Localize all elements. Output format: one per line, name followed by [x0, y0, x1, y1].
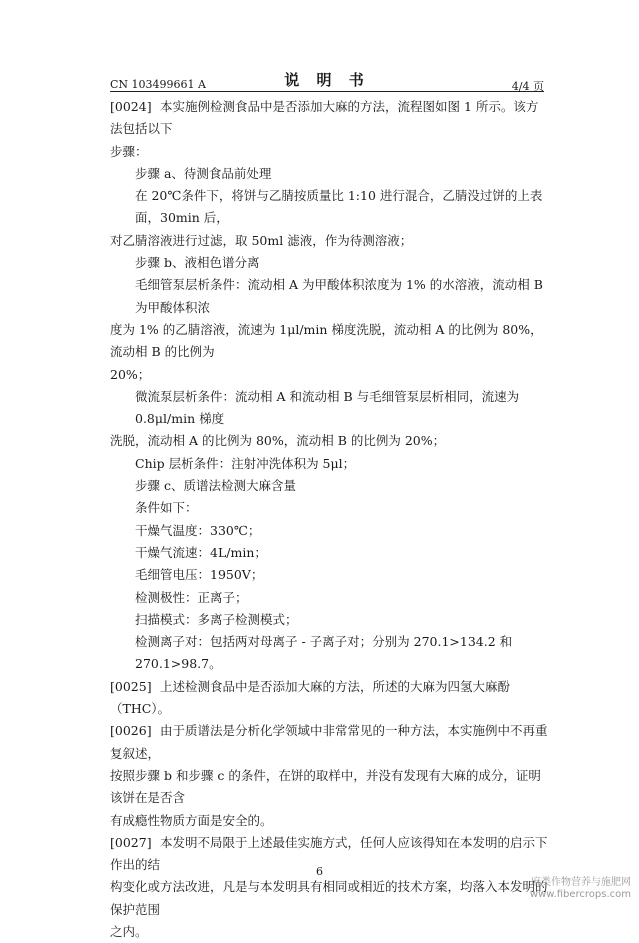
- paragraph-line: [110, 720, 550, 765]
- paragraph-line: [110, 676, 550, 721]
- line-text: 扫描模式：多离子检测模式；: [135, 611, 298, 627]
- paragraph-line: [110, 810, 550, 832]
- paragraph-line: [110, 319, 550, 364]
- paragraph-line: [110, 364, 550, 386]
- line-text: 对乙腈溶液进行过滤，取 50ml 滤液，作为待测溶液；: [110, 232, 413, 248]
- line-text: 按照步骤 b 和步骤 c 的条件，在饼的取样中，并没有发现有大麻的成分，证明该饼在是否含: [110, 767, 541, 806]
- paragraph-line: [110, 564, 550, 586]
- document-body: [110, 96, 550, 943]
- line-text: 有成瘾性物质方面是安全的。: [110, 812, 273, 828]
- line-text: 检测离子对：包括两对母离子 - 子离子对；分别为 270.1>134.2 和 270.1>98.7。: [135, 634, 513, 672]
- line-text: 干燥气温度：330℃；: [135, 522, 261, 538]
- line-text: 洗脱，流动相 A 的比例为 80%，流动相 B 的比例为 20%；: [110, 433, 446, 449]
- paragraph-line: [110, 230, 550, 252]
- paragraph-line: [110, 274, 550, 319]
- paragraph-line: [110, 96, 550, 141]
- paragraph-line: [110, 921, 550, 943]
- paragraph-line: [110, 475, 550, 497]
- paragraph-line: [110, 163, 550, 185]
- paragraph-number: [0025]: [110, 678, 152, 694]
- paragraph-line: [110, 430, 550, 452]
- paragraph-line: [110, 141, 550, 163]
- line-text: 条件如下：: [135, 500, 198, 516]
- line-text: 20%；: [110, 366, 151, 382]
- line-text: 本实施例检测食品中是否添加大麻的方法，流程图如图 1 所示。该方法包括以下: [110, 99, 539, 137]
- paragraph-line: [110, 765, 550, 810]
- line-text: 毛细管泵层析条件：流动相 A 为甲酸体积浓度为 1% 的水溶液，流动相 B 为甲酸体积浓: [135, 277, 543, 315]
- line-text: 步骤：: [110, 143, 148, 159]
- paragraph-line: [110, 876, 550, 921]
- line-text: Chip 层析条件：注射冲洗体积为 5μl；: [135, 455, 356, 471]
- paragraph-line: [110, 542, 550, 564]
- line-text: 在 20℃条件下，将饼与乙腈按质量比 1:10 进行混合，乙腈没过饼的上表面，30min 后，: [135, 188, 543, 226]
- page-indicator: 4/4 页: [511, 80, 544, 93]
- line-text: 步骤 b、液相色谱分离: [135, 255, 260, 271]
- paragraph-line: [110, 520, 550, 542]
- line-text: 检测极性：正离子；: [135, 589, 248, 605]
- paragraph-line: [110, 631, 550, 676]
- paragraph-line: [110, 497, 550, 519]
- paragraph-line: [110, 386, 550, 431]
- paragraph-line: [110, 609, 550, 631]
- watermark-line-2: www.fibercrops.com: [529, 889, 631, 900]
- paragraph-line: [110, 453, 550, 475]
- line-text: 干燥气流速：4L/min；: [135, 544, 267, 560]
- line-text: 度为 1% 的乙腈溶液，流速为 1μl/min 梯度洗脱，流动相 A 的比例为 80%，流动相 B 的比例为: [110, 321, 543, 360]
- page-header: [110, 64, 544, 93]
- line-text: 步骤 a、待测食品前处理: [135, 165, 272, 181]
- line-text: 毛细管电压：1950V；: [135, 567, 264, 583]
- paragraph-number: [0027]: [110, 834, 152, 850]
- page-number: 6: [316, 865, 323, 878]
- paragraph-number: [0024]: [110, 99, 152, 114]
- line-text: 上述检测食品中是否添加大麻的方法，所述的大麻为四氢大麻酚（THC）。: [110, 678, 511, 717]
- line-text: 由于质谱法是分析化学领域中非常常见的一种方法，本实施例中不再重复叙述，: [110, 723, 548, 761]
- header-rule: [110, 91, 544, 92]
- watermark: [530, 877, 631, 901]
- document-title: 说 明 书: [284, 71, 370, 89]
- line-text: 微流泵层析条件：流动相 A 和流动相 B 与毛细管泵层析相同，流速为 0.8μl/min 梯度: [135, 388, 520, 427]
- watermark-line-1: 麻类作物营养与施肥网: [531, 877, 631, 888]
- line-text: 步骤 c、质谱法检测大麻含量: [135, 478, 296, 494]
- line-text: 本发明不局限于上述最佳实施方式，任何人应该得知在本发明的启示下作出的结: [110, 834, 548, 873]
- line-text: 构变化或方法改进，凡是与本发明具有相同或相近的技术方案，均落入本发明的保护范围: [110, 879, 548, 917]
- paragraph-line: [110, 252, 550, 274]
- paragraph-number: [0026]: [110, 723, 152, 739]
- line-text: 之内。: [110, 923, 148, 939]
- paragraph-line: [110, 185, 550, 230]
- patent-number: CN 103499661 A: [110, 78, 206, 91]
- paragraph-line: [110, 587, 550, 609]
